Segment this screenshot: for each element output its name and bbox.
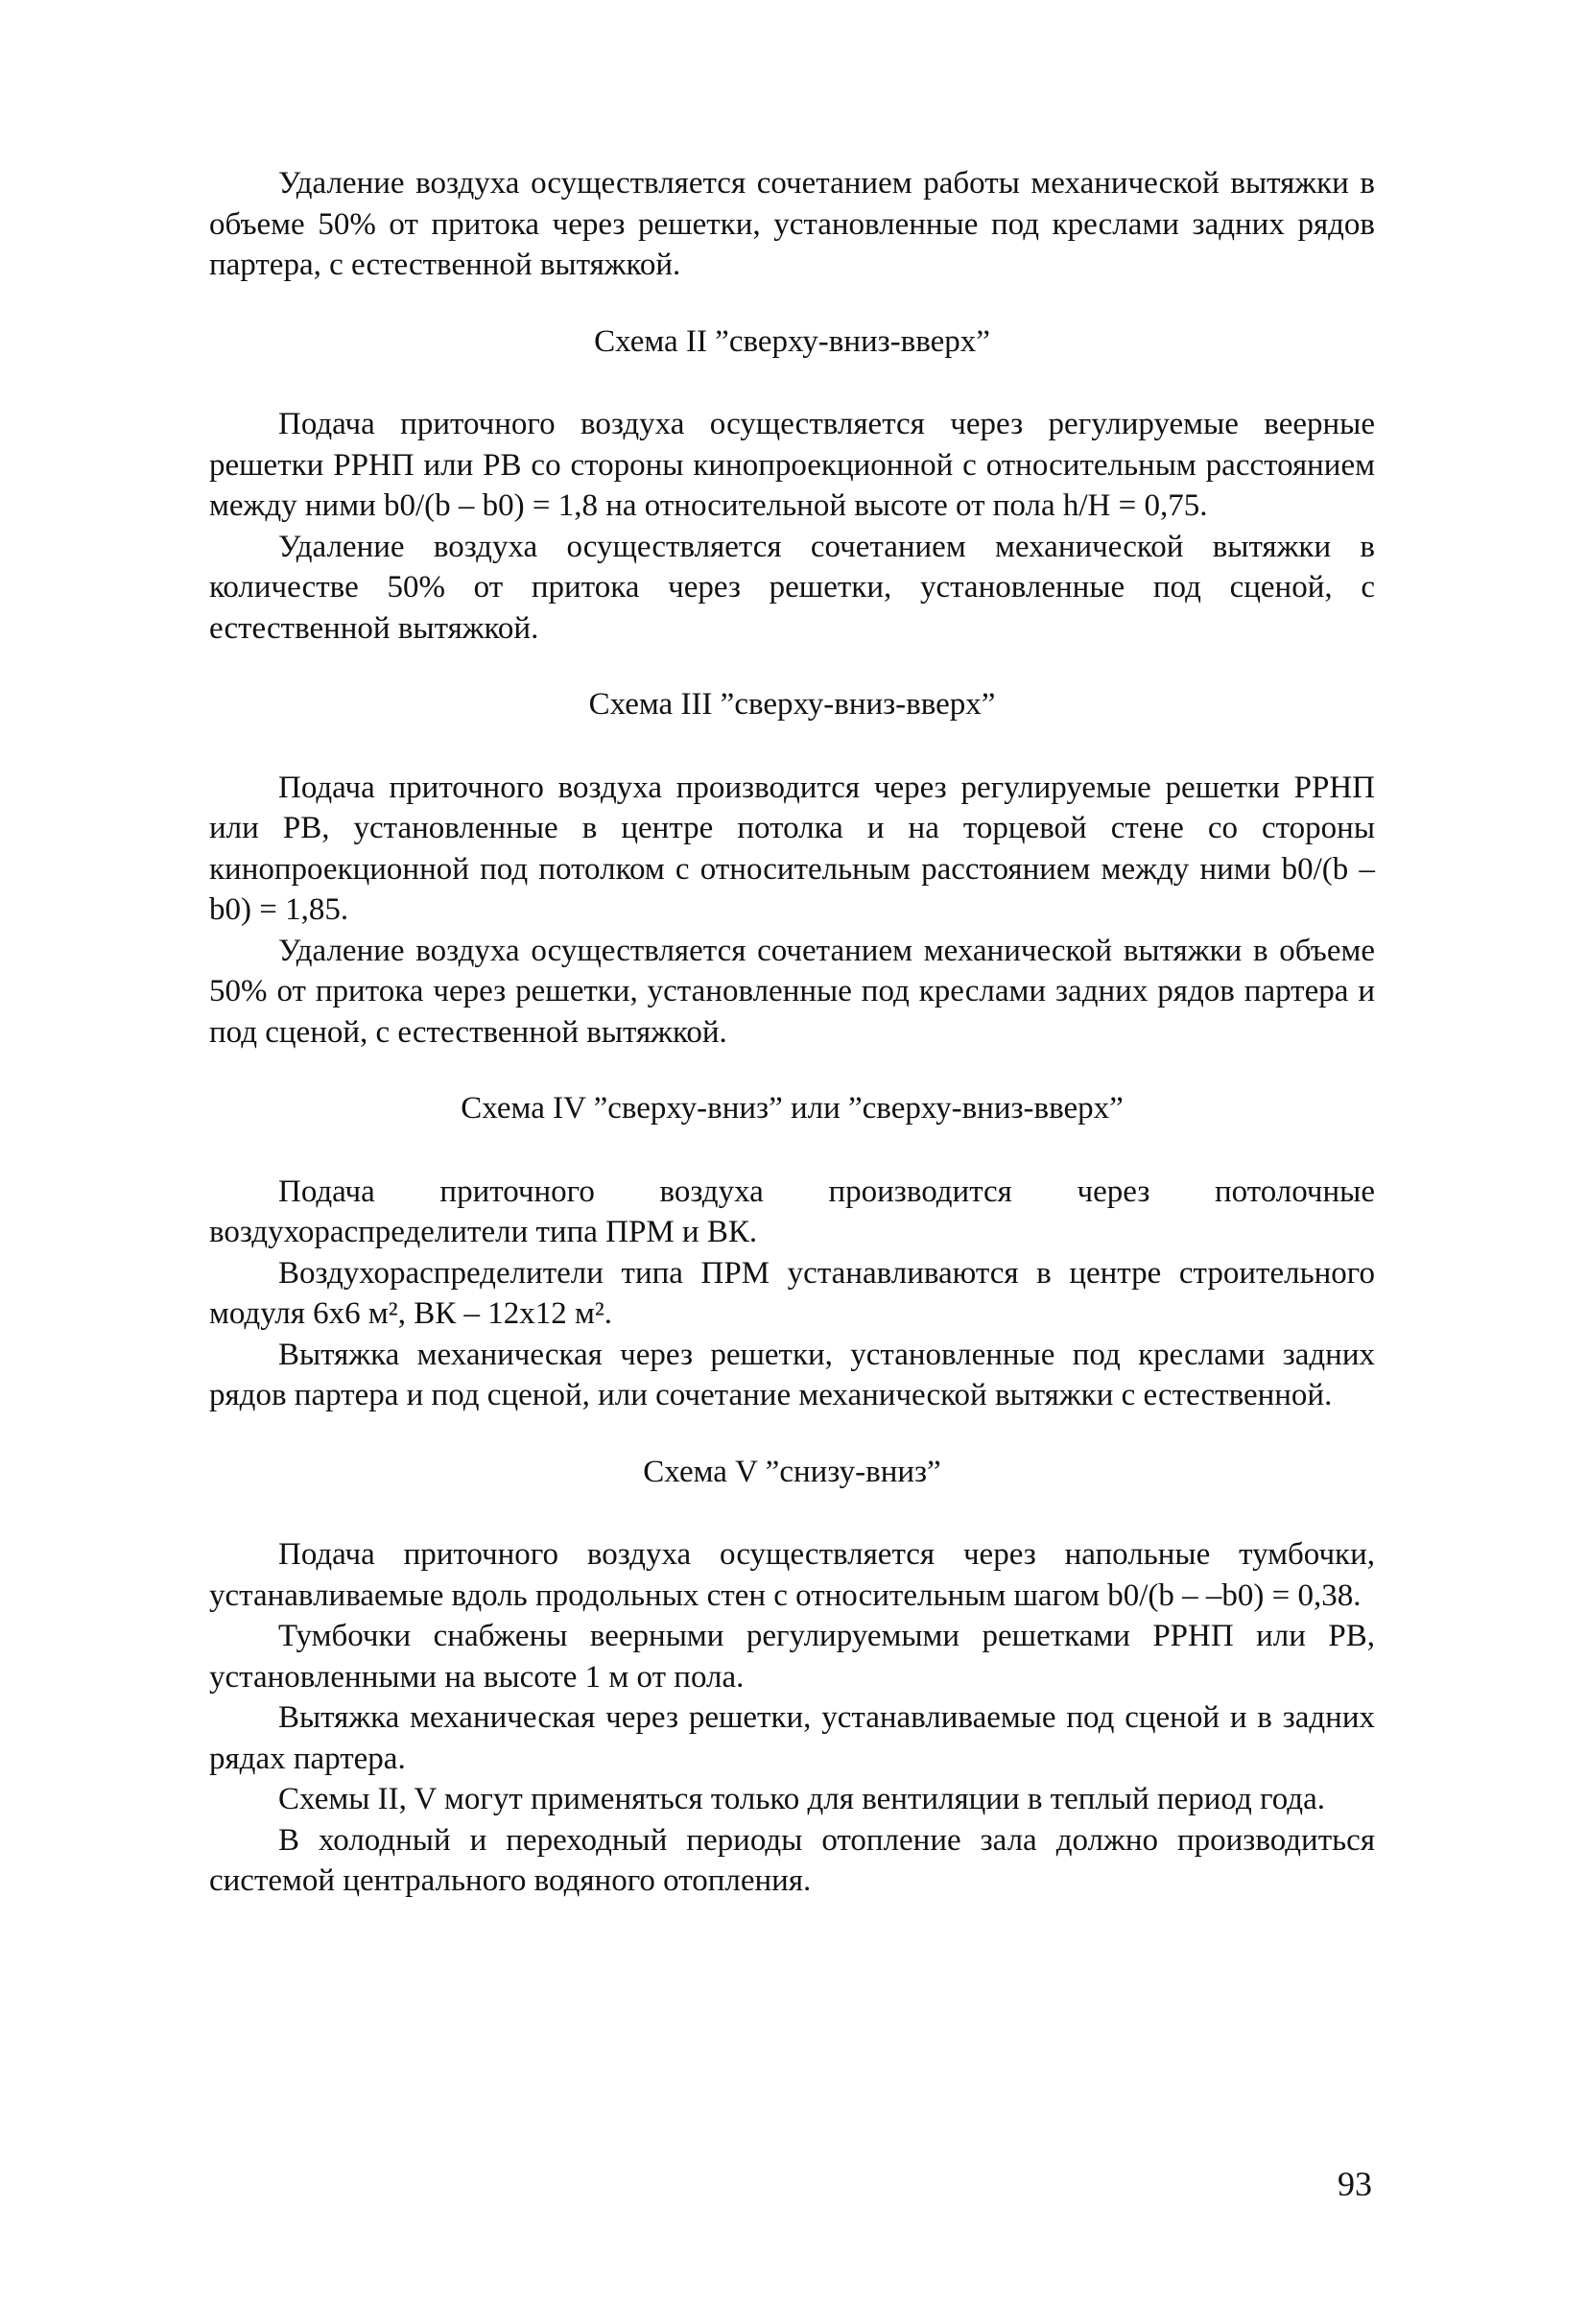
paragraph: Тумбочки снабжены веерными регулируемыми решетками РРНП или РВ, установленными на высоте 1 м от пола. [209, 1619, 1375, 1695]
paragraph: Схемы II, V могут применяться только для вентиляции в теплый период года. [278, 1782, 1325, 1816]
paragraph: Вытяжка механическая через решетки, устанавливаемые под сценой и в задних рядах партера. [209, 1700, 1375, 1776]
paragraph: Подача приточного воздуха осуществляется через напольные тумбочки, устанавливаемые вдоль продольных стен с относительным шагом b0/(b – –b0) = 0,38. [209, 1537, 1375, 1613]
section-heading-scheme-3: Схема III ”сверху-вниз-вверх” [588, 687, 996, 722]
paragraph: Удаление воздуха осуществляется сочетанием механической вытяжки в количестве 50% от притока через решетки, установленные под сценой, с естественной вытяжкой. [209, 529, 1375, 646]
paragraph: Подача приточного воздуха производится через потолочные воздухораспределители типа ПРМ и ВК. [209, 1174, 1375, 1249]
paragraph: Подача приточного воздуха осуществляется через регулируемые веерные решетки РРНП или РВ со стороны кинопроекционной с относительным расстоянием между ними b0/(b – b0) = 1,8 на относительной высоте от пола h/H = 0,75. [209, 407, 1375, 523]
page-body [209, 163, 1375, 1902]
page-number: 93 [1338, 2165, 1372, 2203]
section-heading-scheme-2: Схема II ”сверху-вниз-вверх” [594, 323, 990, 359]
paragraph: Удаление воздуха осуществляется сочетанием работы механической вытяжки в объеме 50% от притока через решетки, установленные под креслами задних рядов партера, с естественной вытяжкой. [209, 166, 1375, 282]
section-heading-scheme-5: Схема V ”снизу-вниз” [643, 1454, 941, 1489]
paragraph: Вытяжка механическая через решетки, установленные под креслами задних рядов партера и под сценой, или сочетание механической вытяжки с естественной. [209, 1337, 1375, 1412]
paragraph: Воздухораспределители типа ПРМ устанавливаются в центре строительного модуля 6х6 м², ВК – 12х12 м². [209, 1255, 1375, 1331]
paragraph: В холодный и переходный периоды отопление зала должно производиться системой центрального водяного отопления. [209, 1822, 1375, 1898]
section-heading-scheme-4: Схема IV ”сверху-вниз” или ”сверху-вниз-вверх” [461, 1091, 1124, 1126]
paragraph: Удаление воздуха осуществляется сочетанием механической вытяжки в объеме 50% от притока через решетки, установленные под креслами задних рядов партера и под сценой, с естественной вытяжкой. [209, 933, 1375, 1050]
paragraph: Подача приточного воздуха производится через регулируемые решетки РРНП или РВ, установленные в центре потолка и на торцевой стене со стороны кинопроекционной под потолком с относительным расстоянием между ними b0/(b – b0) = 1,85. [209, 770, 1375, 927]
